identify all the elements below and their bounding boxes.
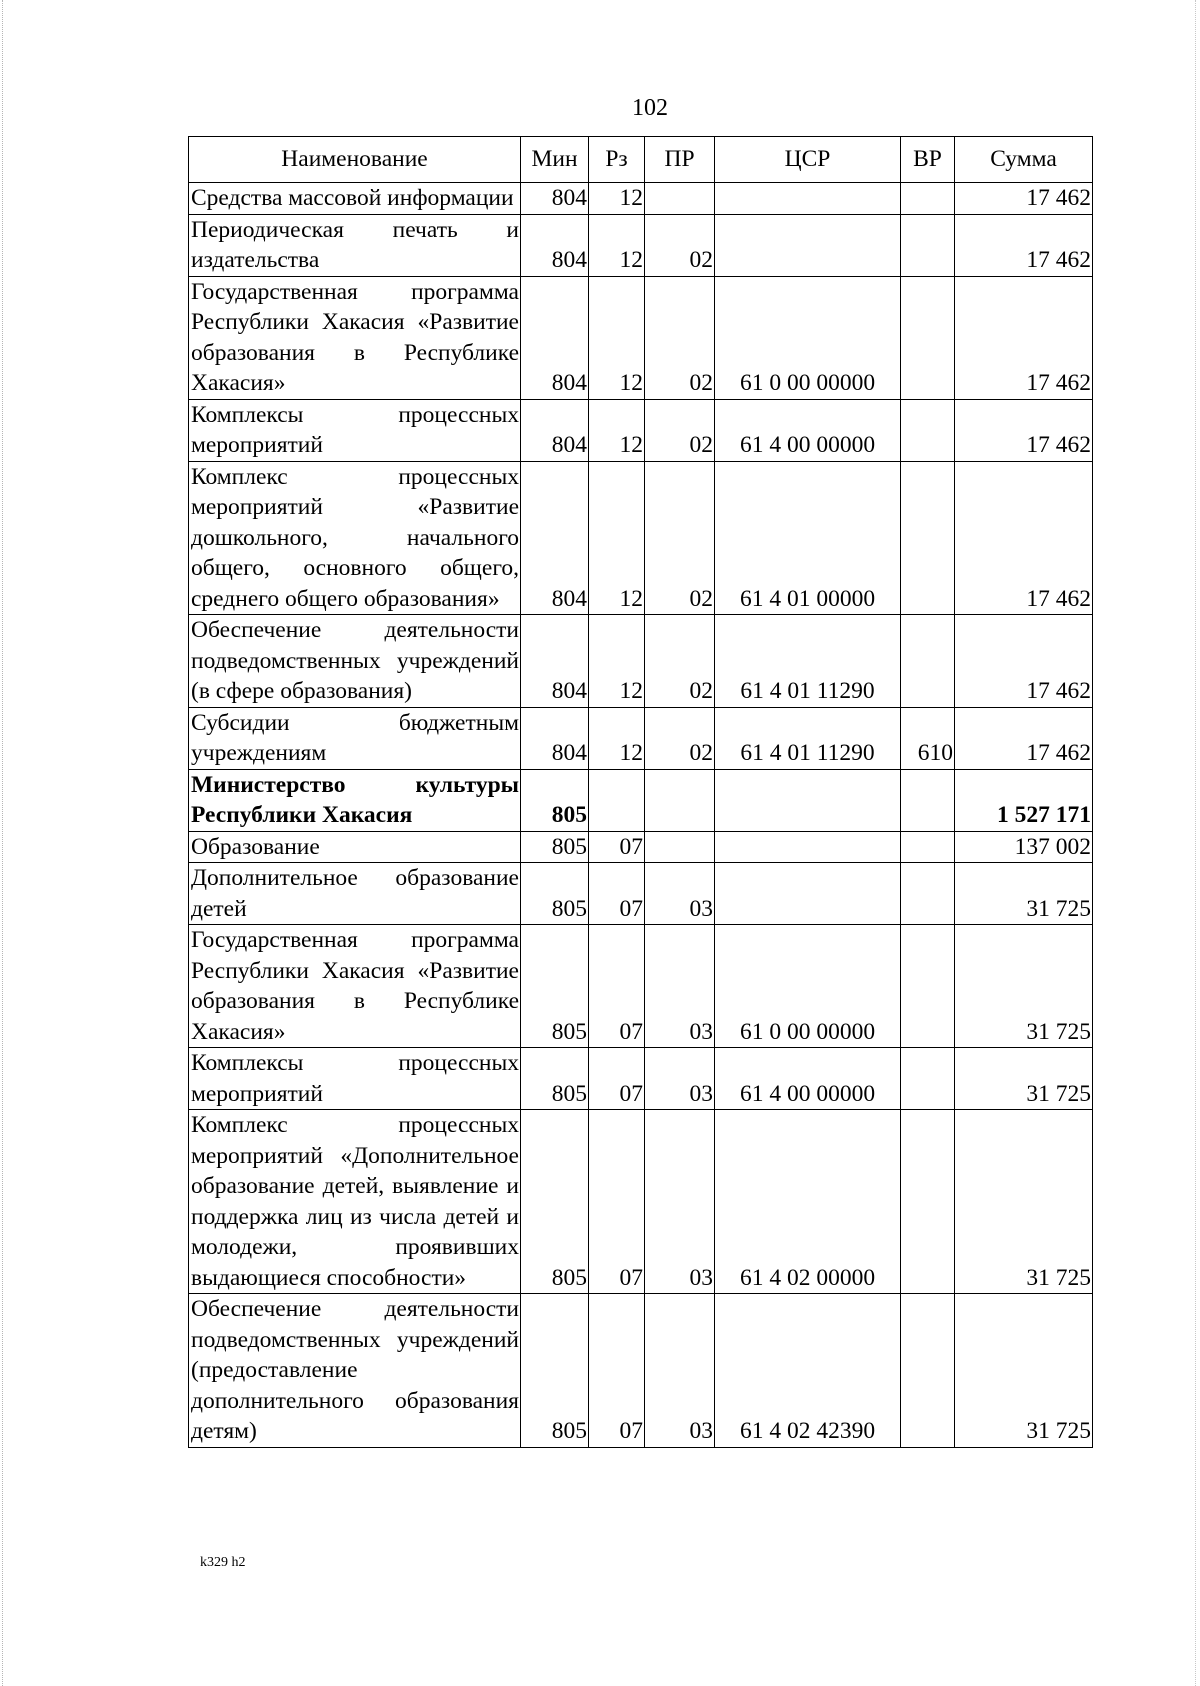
- cell-sum: 31 725: [955, 925, 1093, 1048]
- header-min: Мин: [521, 137, 589, 183]
- cell-pr: 03: [645, 863, 715, 925]
- cell-name: Министерство культуры Республики Хакасия: [189, 769, 521, 831]
- cell-name: Комплексы процессных мероприятий: [189, 1048, 521, 1110]
- cell-name: Государственная программа Республики Хакасия «Развитие образования в Республике Хакасия»: [189, 925, 521, 1048]
- cell-min: 804: [521, 399, 589, 461]
- cell-pr: 02: [645, 461, 715, 615]
- table-row: [189, 183, 1093, 215]
- cell-rz: 07: [589, 863, 645, 925]
- cell-rz: 12: [589, 276, 645, 399]
- cell-name: Государственная программа Республики Хакасия «Развитие образования в Республике Хакасия»: [189, 276, 521, 399]
- cell-name: Обеспечение деятельности подведомственных учреждений (в сфере образования): [189, 615, 521, 708]
- cell-pr: 03: [645, 1110, 715, 1294]
- cell-vr: [901, 1110, 955, 1294]
- scan-edge-left: [2, 0, 3, 1686]
- cell-pr: 02: [645, 399, 715, 461]
- cell-min: 805: [521, 1294, 589, 1448]
- cell-rz: 07: [589, 925, 645, 1048]
- cell-sum: 17 462: [955, 615, 1093, 708]
- cell-min: 805: [521, 831, 589, 863]
- cell-vr: [901, 399, 955, 461]
- cell-vr: [901, 831, 955, 863]
- cell-min: 805: [521, 863, 589, 925]
- cell-min: 804: [521, 615, 589, 708]
- cell-vr: [901, 461, 955, 615]
- cell-sum: 31 725: [955, 863, 1093, 925]
- cell-sum: 137 002: [955, 831, 1093, 863]
- cell-sum: 1 527 171: [955, 769, 1093, 831]
- table-row: [189, 615, 1093, 708]
- cell-min: 804: [521, 183, 589, 215]
- table-row: [189, 276, 1093, 399]
- table-row: [189, 831, 1093, 863]
- cell-vr: [901, 183, 955, 215]
- table-row: [189, 214, 1093, 276]
- cell-rz: 12: [589, 707, 645, 769]
- cell-rz: 12: [589, 183, 645, 215]
- cell-pr: 02: [645, 276, 715, 399]
- cell-name: Комплекс процессных мероприятий «Дополнительное образование детей, выявление и поддержка лиц из числа детей и молодежи, проявивших выдающиеся способности»: [189, 1110, 521, 1294]
- cell-vr: [901, 615, 955, 708]
- cell-csr: [715, 183, 901, 215]
- table-row: [189, 1048, 1093, 1110]
- header-sum: Сумма: [955, 137, 1093, 183]
- cell-pr: 03: [645, 1294, 715, 1448]
- cell-name: Комплексы процессных мероприятий: [189, 399, 521, 461]
- cell-csr: [715, 863, 901, 925]
- table-row: [189, 707, 1093, 769]
- cell-min: 804: [521, 461, 589, 615]
- cell-min: 805: [521, 769, 589, 831]
- cell-pr: [645, 831, 715, 863]
- cell-csr: 61 4 01 11290: [715, 615, 901, 708]
- cell-csr: 61 4 02 42390: [715, 1294, 901, 1448]
- cell-min: 805: [521, 1048, 589, 1110]
- cell-name: Обеспечение деятельности подведомственных учреждений (предоставление дополнительного образования детям): [189, 1294, 521, 1448]
- cell-min: 805: [521, 1110, 589, 1294]
- cell-rz: 12: [589, 399, 645, 461]
- table-body: [189, 183, 1093, 1448]
- cell-vr: [901, 863, 955, 925]
- header-csr: ЦСР: [715, 137, 901, 183]
- cell-rz: 12: [589, 214, 645, 276]
- cell-sum: 17 462: [955, 399, 1093, 461]
- cell-sum: 17 462: [955, 461, 1093, 615]
- cell-sum: 31 725: [955, 1294, 1093, 1448]
- table-row: [189, 769, 1093, 831]
- cell-sum: 17 462: [955, 276, 1093, 399]
- cell-csr: [715, 831, 901, 863]
- cell-vr: [901, 769, 955, 831]
- cell-pr: 02: [645, 615, 715, 708]
- footer-code: k329 h2: [200, 1555, 246, 1570]
- cell-rz: [589, 769, 645, 831]
- cell-name: Субсидии бюджетным учреждениям: [189, 707, 521, 769]
- table-header-row: [189, 137, 1093, 183]
- table-row: [189, 1294, 1093, 1448]
- header-vr: ВР: [901, 137, 955, 183]
- cell-name: Комплекс процессных мероприятий «Развитие дошкольного, начального общего, основного общего, среднего общего образования»: [189, 461, 521, 615]
- cell-vr: [901, 276, 955, 399]
- table-row: [189, 399, 1093, 461]
- cell-name: Дополнительное образование детей: [189, 863, 521, 925]
- cell-vr: [901, 214, 955, 276]
- cell-rz: 07: [589, 831, 645, 863]
- cell-min: 805: [521, 925, 589, 1048]
- cell-pr: [645, 183, 715, 215]
- cell-pr: 02: [645, 214, 715, 276]
- cell-vr: [901, 925, 955, 1048]
- cell-csr: [715, 214, 901, 276]
- cell-pr: [645, 769, 715, 831]
- cell-csr: 61 0 00 00000: [715, 276, 901, 399]
- cell-name: Средства массовой информации: [189, 183, 521, 215]
- cell-csr: 61 0 00 00000: [715, 925, 901, 1048]
- cell-pr: 03: [645, 925, 715, 1048]
- table-row: [189, 863, 1093, 925]
- cell-csr: 61 4 02 00000: [715, 1110, 901, 1294]
- cell-rz: 07: [589, 1294, 645, 1448]
- cell-vr: [901, 1048, 955, 1110]
- table-row: [189, 1110, 1093, 1294]
- page-number: 102: [632, 95, 668, 121]
- cell-min: 804: [521, 707, 589, 769]
- budget-table: [188, 136, 1093, 1448]
- cell-vr: 610: [901, 707, 955, 769]
- cell-csr: 61 4 00 00000: [715, 399, 901, 461]
- cell-csr: 61 4 00 00000: [715, 1048, 901, 1110]
- cell-sum: 17 462: [955, 214, 1093, 276]
- cell-name: Образование: [189, 831, 521, 863]
- scan-edge-right: [1195, 0, 1196, 1686]
- header-name: Наименование: [189, 137, 521, 183]
- cell-rz: 07: [589, 1048, 645, 1110]
- table-row: [189, 461, 1093, 615]
- header-pr: ПР: [645, 137, 715, 183]
- cell-csr: 61 4 01 00000: [715, 461, 901, 615]
- cell-name: Периодическая печать и издательства: [189, 214, 521, 276]
- cell-sum: 31 725: [955, 1110, 1093, 1294]
- cell-min: 804: [521, 214, 589, 276]
- cell-csr: [715, 769, 901, 831]
- cell-csr: 61 4 01 11290: [715, 707, 901, 769]
- cell-pr: 03: [645, 1048, 715, 1110]
- cell-sum: 17 462: [955, 707, 1093, 769]
- header-rz: Рз: [589, 137, 645, 183]
- cell-pr: 02: [645, 707, 715, 769]
- cell-rz: 07: [589, 1110, 645, 1294]
- cell-min: 804: [521, 276, 589, 399]
- cell-sum: 17 462: [955, 183, 1093, 215]
- cell-rz: 12: [589, 615, 645, 708]
- cell-sum: 31 725: [955, 1048, 1093, 1110]
- table-row: [189, 925, 1093, 1048]
- cell-vr: [901, 1294, 955, 1448]
- cell-rz: 12: [589, 461, 645, 615]
